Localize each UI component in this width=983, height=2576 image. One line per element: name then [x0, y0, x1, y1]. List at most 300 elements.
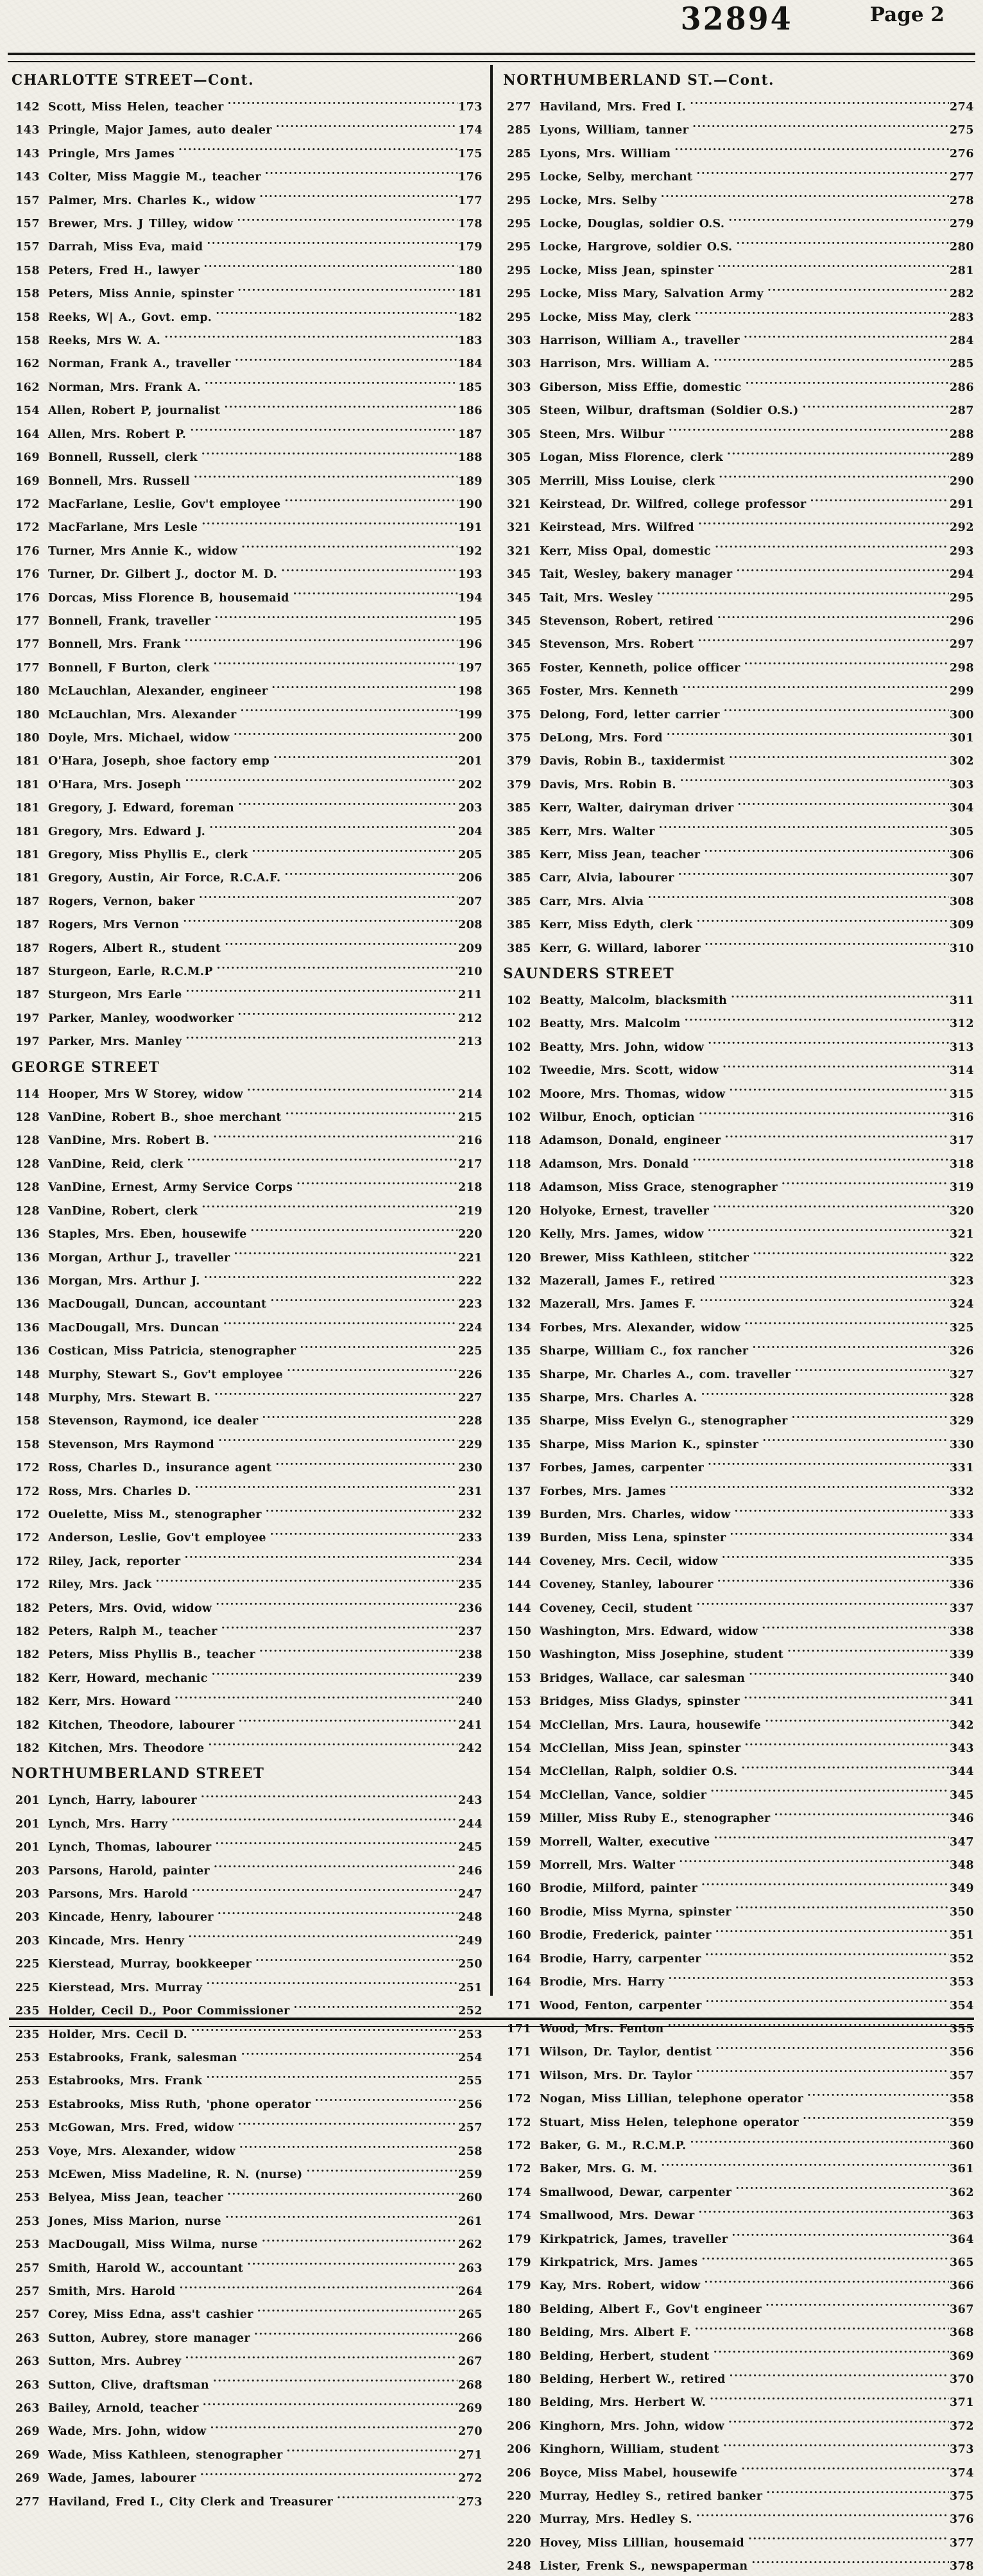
- house-number: 257: [15, 2285, 40, 2298]
- house-number: 144: [506, 1602, 531, 1615]
- line-reference-number: 277: [949, 171, 974, 184]
- resident-name-occupation: Morrell, Mrs. Walter: [540, 1859, 676, 1872]
- resident-name-occupation: McLauchlan, Mrs. Alexander: [48, 708, 237, 722]
- house-number: 235: [15, 2028, 40, 2041]
- dot-leader: [729, 747, 949, 765]
- line-reference-number: 289: [949, 451, 974, 465]
- dot-leader: [695, 304, 949, 321]
- house-number: 203: [15, 1911, 40, 1924]
- house-number: 295: [506, 194, 531, 207]
- resident-name-occupation: Kincade, Mrs. Henry: [48, 1934, 185, 1948]
- resident-name-occupation: VanDine, Robert, clerk: [48, 1204, 198, 1218]
- directory-entry: [502, 304, 974, 327]
- line-reference-number: 199: [457, 708, 483, 722]
- dot-leader: [807, 2085, 949, 2102]
- house-number: 248: [506, 2560, 531, 2573]
- directory-entry: [10, 2324, 483, 2347]
- dot-leader: [276, 116, 457, 134]
- directory-entry: [10, 2464, 483, 2487]
- line-reference-number: 286: [949, 381, 974, 394]
- house-number: 136: [15, 1345, 40, 1358]
- dot-leader: [744, 1314, 949, 1331]
- line-reference-number: 271: [457, 2448, 483, 2462]
- house-number: 172: [15, 497, 40, 511]
- house-number: 180: [506, 2326, 531, 2340]
- house-number: 206: [506, 2419, 531, 2433]
- street-header: GEORGE STREET: [12, 1059, 160, 1076]
- line-reference-number: 196: [457, 638, 483, 652]
- dot-leader: [767, 280, 949, 297]
- house-number: 253: [15, 2145, 40, 2158]
- house-number: 118: [506, 1157, 531, 1171]
- dot-leader: [237, 1005, 457, 1022]
- dot-leader: [199, 888, 457, 905]
- line-reference-number: 216: [457, 1134, 483, 1148]
- directory-entry: [10, 280, 483, 303]
- line-reference-number: 336: [949, 1578, 974, 1592]
- dot-leader: [337, 2488, 457, 2505]
- house-number: 321: [506, 544, 531, 558]
- house-number: 157: [15, 194, 40, 207]
- line-reference-number: 332: [949, 1485, 974, 1498]
- house-number: 102: [506, 1111, 531, 1125]
- directory-entry: [502, 818, 974, 841]
- dot-leader: [164, 327, 457, 344]
- resident-name-occupation: Sharpe, Miss Marion K., spinster: [540, 1438, 759, 1451]
- house-number: 136: [15, 1321, 40, 1335]
- house-number: 154: [15, 404, 40, 418]
- resident-name-occupation: Baker, Mrs. G. M.: [540, 2163, 658, 2176]
- resident-name-occupation: Burden, Mrs. Charles, widow: [540, 1508, 731, 1521]
- dot-leader: [257, 2301, 457, 2318]
- resident-name-occupation: Estabrooks, Frank, salesman: [48, 2051, 237, 2064]
- house-number: 187: [15, 919, 40, 932]
- dot-leader: [285, 490, 457, 508]
- resident-name-occupation: Morrell, Walter, executive: [540, 1835, 710, 1849]
- line-reference-number: 337: [949, 1602, 974, 1615]
- directory-entry: [10, 1618, 483, 1641]
- dot-leader: [749, 1664, 949, 1682]
- resident-name-occupation: MacFarlane, Leslie, Gov't employee: [48, 497, 281, 511]
- house-number: 277: [15, 2495, 40, 2509]
- dot-leader: [685, 1010, 949, 1027]
- dot-leader: [287, 2441, 457, 2459]
- street-header: NORTHUMBERLAND ST.—Cont.: [503, 72, 774, 89]
- line-reference-number: 235: [457, 1578, 483, 1592]
- resident-name-occupation: Locke, Miss Jean, spinster: [540, 264, 714, 277]
- resident-name-occupation: Wilson, Mrs. Dr. Taylor: [540, 2069, 692, 2082]
- resident-name-occupation: Smallwood, Dewar, carpenter: [540, 2186, 732, 2199]
- dot-leader: [234, 1244, 457, 1261]
- house-number: 220: [506, 2490, 531, 2503]
- line-reference-number: 201: [457, 755, 483, 768]
- resident-name-occupation: Lynch, Thomas, labourer: [48, 1841, 212, 1854]
- resident-name-occupation: VanDine, Ernest, Army Service Corps: [48, 1181, 293, 1195]
- directory-entry: [502, 1244, 974, 1267]
- directory-entry: [10, 2488, 483, 2511]
- house-number: 135: [506, 1438, 531, 1451]
- house-number: 181: [15, 802, 40, 815]
- resident-name-occupation: Washington, Miss Josephine, student: [540, 1648, 784, 1662]
- directory-entry: [10, 1244, 483, 1267]
- line-reference-number: 181: [457, 288, 483, 301]
- street-header: CHARLOTTE STREET—Cont.: [12, 72, 255, 89]
- directory-entry: [10, 958, 483, 981]
- directory-entry: [502, 210, 974, 233]
- line-reference-number: 326: [949, 1345, 974, 1358]
- house-number: 295: [506, 241, 531, 254]
- dot-leader: [201, 1197, 457, 1215]
- line-reference-number: 354: [949, 1999, 974, 2012]
- line-reference-number: 341: [949, 1695, 974, 1709]
- house-number: 295: [506, 264, 531, 277]
- line-reference-number: 322: [949, 1251, 974, 1265]
- directory-entry: [10, 1810, 483, 1833]
- resident-name-occupation: Brodie, Miss Myrna, spinster: [540, 1905, 731, 1919]
- directory-entry: [10, 1028, 483, 1051]
- dot-leader: [262, 1407, 457, 1424]
- line-reference-number: 249: [457, 1934, 483, 1948]
- directory-entry: [10, 1454, 483, 1477]
- house-number: 157: [15, 218, 40, 231]
- dot-leader: [259, 1641, 457, 1658]
- dot-leader: [715, 537, 949, 555]
- dot-leader: [237, 210, 457, 227]
- resident-name-occupation: Brewer, Mrs. J Tilley, widow: [48, 218, 234, 231]
- line-reference-number: 192: [457, 544, 483, 558]
- line-reference-number: 183: [457, 334, 483, 348]
- line-reference-number: 214: [457, 1087, 483, 1101]
- dot-leader: [237, 280, 457, 297]
- resident-name-occupation: Kerr, G. Willard, laborer: [540, 942, 701, 955]
- house-number: 172: [15, 1555, 40, 1568]
- resident-name-occupation: Carr, Alvia, labourer: [540, 872, 674, 885]
- directory-entry: [10, 701, 483, 724]
- resident-name-occupation: Voye, Mrs. Alexander, widow: [48, 2145, 235, 2158]
- resident-name-occupation: VanDine, Reid, clerk: [48, 1157, 184, 1171]
- line-reference-number: 177: [457, 194, 483, 207]
- resident-name-occupation: Kitchen, Theodore, labourer: [48, 1718, 235, 1732]
- resident-name-occupation: Pringle, Mrs James: [48, 147, 175, 160]
- resident-name-occupation: Brewer, Miss Kathleen, stitcher: [540, 1251, 749, 1265]
- line-reference-number: 223: [457, 1298, 483, 1311]
- resident-name-occupation: Coveney, Mrs. Cecil, widow: [540, 1555, 718, 1568]
- directory-entry: [10, 2044, 483, 2067]
- house-number: 305: [506, 404, 531, 418]
- house-number: 172: [15, 521, 40, 535]
- line-reference-number: 377: [949, 2536, 974, 2550]
- house-number: 144: [506, 1555, 531, 1568]
- resident-name-occupation: Locke, Miss May, clerk: [540, 311, 691, 324]
- line-reference-number: 374: [949, 2466, 974, 2480]
- dot-leader: [731, 2226, 949, 2243]
- directory-entry: [502, 2459, 974, 2482]
- dot-leader: [252, 841, 457, 858]
- directory-entry: [10, 1478, 483, 1501]
- directory-entry: [10, 1641, 483, 1664]
- resident-name-occupation: McEwen, Miss Madeline, R. N. (nurse): [48, 2168, 303, 2181]
- dot-leader: [178, 140, 457, 157]
- line-reference-number: 307: [949, 872, 974, 885]
- directory-entry: [10, 1833, 483, 1856]
- line-reference-number: 283: [949, 311, 974, 324]
- house-number: 305: [506, 474, 531, 488]
- directory-entry: [10, 1734, 483, 1758]
- line-reference-number: 356: [949, 2046, 974, 2059]
- house-number: 128: [15, 1181, 40, 1195]
- directory-entry: [502, 2342, 974, 2365]
- line-reference-number: 281: [949, 264, 974, 277]
- line-reference-number: 267: [457, 2355, 483, 2369]
- line-reference-number: 344: [949, 1765, 974, 1779]
- line-reference-number: 273: [457, 2495, 483, 2509]
- dot-leader: [247, 2254, 457, 2272]
- dot-leader: [690, 93, 949, 110]
- directory-entry: [10, 677, 483, 700]
- resident-name-occupation: Morgan, Arthur J., traveller: [48, 1251, 230, 1265]
- house-number: 169: [15, 451, 40, 465]
- house-number: 203: [15, 1888, 40, 1901]
- dot-leader: [714, 1828, 948, 1846]
- house-number: 172: [506, 2163, 531, 2176]
- resident-name-occupation: Staples, Mrs. Eben, housewife: [48, 1228, 247, 1241]
- house-number: 197: [15, 1035, 40, 1049]
- line-reference-number: 314: [949, 1064, 974, 1078]
- line-reference-number: 349: [949, 1882, 974, 1896]
- dot-leader: [762, 1618, 949, 1635]
- dot-leader: [287, 1361, 457, 1378]
- dot-leader: [722, 1057, 949, 1074]
- dot-leader: [183, 911, 457, 928]
- directory-entry: [10, 1950, 483, 1973]
- house-number: 257: [15, 2261, 40, 2275]
- resident-name-occupation: Kierstead, Murray, bookkeeper: [48, 1958, 252, 1971]
- directory-entry: [10, 2208, 483, 2231]
- resident-name-occupation: Kerr, Mrs. Walter: [540, 825, 655, 838]
- resident-name-occupation: Locke, Selby, merchant: [540, 171, 693, 184]
- resident-name-occupation: Stevenson, Mrs. Robert: [540, 638, 694, 652]
- resident-name-occupation: Lyons, William, tanner: [540, 124, 689, 137]
- house-number: 263: [15, 2402, 40, 2415]
- house-number: 120: [506, 1251, 531, 1265]
- house-number: 120: [506, 1228, 531, 1241]
- directory-entry: [10, 2441, 483, 2464]
- resident-name-occupation: Peters, Miss Phyllis B., teacher: [48, 1648, 256, 1662]
- directory-entry: [502, 2272, 974, 2295]
- line-reference-number: 290: [949, 474, 974, 488]
- directory-entry: [10, 560, 483, 583]
- directory-entry: [10, 2114, 483, 2137]
- resident-name-occupation: Moore, Mrs. Thomas, widow: [540, 1087, 726, 1101]
- dot-leader: [710, 2389, 949, 2406]
- line-reference-number: 357: [949, 2069, 974, 2082]
- house-number: 158: [15, 288, 40, 301]
- house-number: 136: [15, 1298, 40, 1311]
- house-number: 102: [506, 1087, 531, 1101]
- resident-name-occupation: Adamson, Mrs. Donald: [540, 1157, 689, 1171]
- directory-entry: [10, 2254, 483, 2278]
- directory-entry: [502, 1548, 974, 1571]
- directory-entry: [10, 981, 483, 1004]
- dot-leader: [696, 163, 949, 180]
- directory-entry: [10, 888, 483, 911]
- line-reference-number: 178: [457, 218, 483, 231]
- dot-leader: [774, 1804, 949, 1822]
- directory-entry: [10, 514, 483, 537]
- house-number: 180: [506, 2303, 531, 2316]
- directory-entry: [10, 2417, 483, 2441]
- resident-name-occupation: Kerr, Mrs. Howard: [48, 1695, 171, 1709]
- resident-name-occupation: Kincade, Henry, labourer: [48, 1911, 214, 1924]
- house-number: 321: [506, 497, 531, 511]
- directory-entry: [10, 630, 483, 653]
- house-number: 182: [15, 1625, 40, 1638]
- house-number: 182: [15, 1672, 40, 1685]
- directory-entry: [502, 864, 974, 887]
- resident-name-occupation: Gregory, Miss Phyllis E., clerk: [48, 849, 248, 861]
- directory-entry: [10, 1711, 483, 1734]
- house-number: 118: [506, 1134, 531, 1148]
- resident-name-occupation: Miller, Miss Ruby E., stenographer: [540, 1812, 771, 1826]
- directory-entry: [502, 2109, 974, 2132]
- dot-leader: [719, 1267, 949, 1284]
- dot-leader: [701, 2249, 949, 2266]
- line-reference-number: 301: [949, 731, 974, 745]
- resident-name-occupation: McClellan, Miss Jean, spinster: [540, 1742, 741, 1756]
- dot-leader: [679, 1851, 949, 1869]
- directory-entry: [502, 1945, 974, 1968]
- resident-name-occupation: Mazerall, James F., retired: [540, 1274, 715, 1288]
- house-number: 102: [506, 994, 531, 1008]
- dot-leader: [699, 1290, 949, 1308]
- line-reference-number: 215: [457, 1111, 483, 1125]
- dot-leader: [810, 490, 949, 508]
- line-reference-number: 238: [457, 1648, 483, 1662]
- dot-leader: [293, 584, 457, 601]
- dot-leader: [746, 374, 949, 391]
- house-number: 164: [15, 428, 40, 441]
- house-number: 201: [15, 1794, 40, 1808]
- directory-entry: [502, 2062, 974, 2085]
- house-number: 136: [15, 1274, 40, 1288]
- resident-name-occupation: Brodie, Milford, painter: [540, 1882, 697, 1896]
- directory-entry: [502, 1314, 974, 1337]
- line-reference-number: 219: [457, 1204, 483, 1218]
- directory-entry: [10, 794, 483, 817]
- dot-leader: [241, 2044, 457, 2061]
- house-number: 177: [15, 661, 40, 675]
- house-number: 164: [506, 1952, 531, 1966]
- house-number: 135: [506, 1345, 531, 1358]
- line-reference-number: 203: [457, 802, 483, 815]
- house-number: 143: [15, 147, 40, 160]
- resident-name-occupation: Nogan, Miss Lillian, telephone operator: [540, 2093, 803, 2106]
- house-number: 158: [15, 311, 40, 324]
- line-reference-number: 246: [457, 1864, 483, 1878]
- house-number: 187: [15, 942, 40, 955]
- house-number: 203: [15, 1934, 40, 1948]
- resident-name-occupation: Belding, Albert F., Gov't engineer: [540, 2303, 762, 2316]
- house-number: 135: [506, 1415, 531, 1428]
- house-number: 176: [15, 568, 40, 582]
- directory-entry: [10, 1903, 483, 1926]
- dot-leader: [203, 2394, 457, 2412]
- directory-entry: [10, 1501, 483, 1524]
- house-number: 153: [506, 1672, 531, 1685]
- directory-entry: [502, 1478, 974, 1501]
- dot-leader: [752, 1337, 949, 1354]
- resident-name-occupation: Doyle, Mrs. Michael, widow: [48, 731, 230, 745]
- directory-entry: [502, 1898, 974, 1921]
- line-reference-number: 316: [949, 1111, 974, 1125]
- house-number: 154: [506, 1718, 531, 1732]
- resident-name-occupation: Holder, Mrs. Cecil D.: [48, 2028, 188, 2041]
- line-reference-number: 202: [457, 778, 483, 791]
- directory-entry: [10, 864, 483, 887]
- resident-name-occupation: Riley, Jack, reporter: [48, 1555, 181, 1568]
- resident-name-occupation: McLauchlan, Alexander, engineer: [48, 685, 268, 698]
- directory-entry: [10, 1220, 483, 1243]
- resident-name-occupation: O'Hara, Mrs. Joseph: [48, 778, 182, 791]
- resident-name-occupation: Darrah, Miss Eva, maid: [48, 241, 203, 254]
- resident-name-occupation: Peters, Miss Annie, spinster: [48, 288, 234, 301]
- dot-leader: [762, 1431, 949, 1448]
- resident-name-occupation: Baker, G. M., R.C.M.P.: [540, 2139, 687, 2152]
- directory-entry: [10, 1524, 483, 1547]
- directory-entry: [502, 1454, 974, 1477]
- resident-name-occupation: Wilson, Dr. Taylor, dentist: [540, 2046, 712, 2059]
- line-reference-number: 347: [949, 1835, 974, 1849]
- house-number: 385: [506, 872, 531, 885]
- house-number: 235: [15, 2005, 40, 2018]
- resident-name-occupation: Estabrooks, Miss Ruth, 'phone operator: [48, 2098, 311, 2111]
- dot-leader: [765, 2295, 949, 2313]
- resident-name-occupation: Davis, Mrs. Robin B.: [540, 778, 676, 791]
- resident-name-occupation: Wade, James, labourer: [48, 2472, 196, 2485]
- line-reference-number: 207: [457, 895, 483, 908]
- directory-entry: [502, 630, 974, 653]
- line-reference-number: 282: [949, 288, 974, 301]
- line-reference-number: 210: [457, 965, 483, 979]
- resident-name-occupation: MacDougall, Duncan, accountant: [48, 1298, 267, 1311]
- line-reference-number: 297: [949, 638, 974, 652]
- resident-name-occupation: Murray, Hedley S., retired banker: [540, 2490, 763, 2503]
- line-reference-number: 327: [949, 1368, 974, 1381]
- line-reference-number: 376: [949, 2513, 974, 2527]
- house-number: 171: [506, 1999, 531, 2012]
- line-reference-number: 331: [949, 1462, 974, 1475]
- resident-name-occupation: Steen, Mrs. Wilbur: [540, 428, 665, 441]
- house-number: 385: [506, 919, 531, 932]
- line-reference-number: 378: [949, 2560, 974, 2573]
- resident-name-occupation: Haviland, Fred I., City Clerk and Treasurer: [48, 2495, 334, 2509]
- resident-name-occupation: Kinghorn, Mrs. John, widow: [540, 2419, 725, 2433]
- resident-name-occupation: Allen, Robert P, journalist: [48, 404, 221, 418]
- house-number: 263: [15, 2355, 40, 2369]
- house-number: 171: [506, 2022, 531, 2036]
- dot-leader: [281, 560, 457, 578]
- house-number: 263: [15, 2331, 40, 2345]
- resident-name-occupation: Foster, Kenneth, police officer: [540, 661, 740, 675]
- directory-entry: [10, 467, 483, 490]
- house-number: 137: [506, 1462, 531, 1475]
- dot-leader: [741, 2459, 949, 2477]
- house-number: 277: [506, 101, 531, 114]
- line-reference-number: 315: [949, 1087, 974, 1101]
- resident-name-occupation: Reeks, Mrs W. A.: [48, 334, 161, 348]
- dot-leader: [708, 1454, 949, 1471]
- line-reference-number: 262: [457, 2238, 483, 2252]
